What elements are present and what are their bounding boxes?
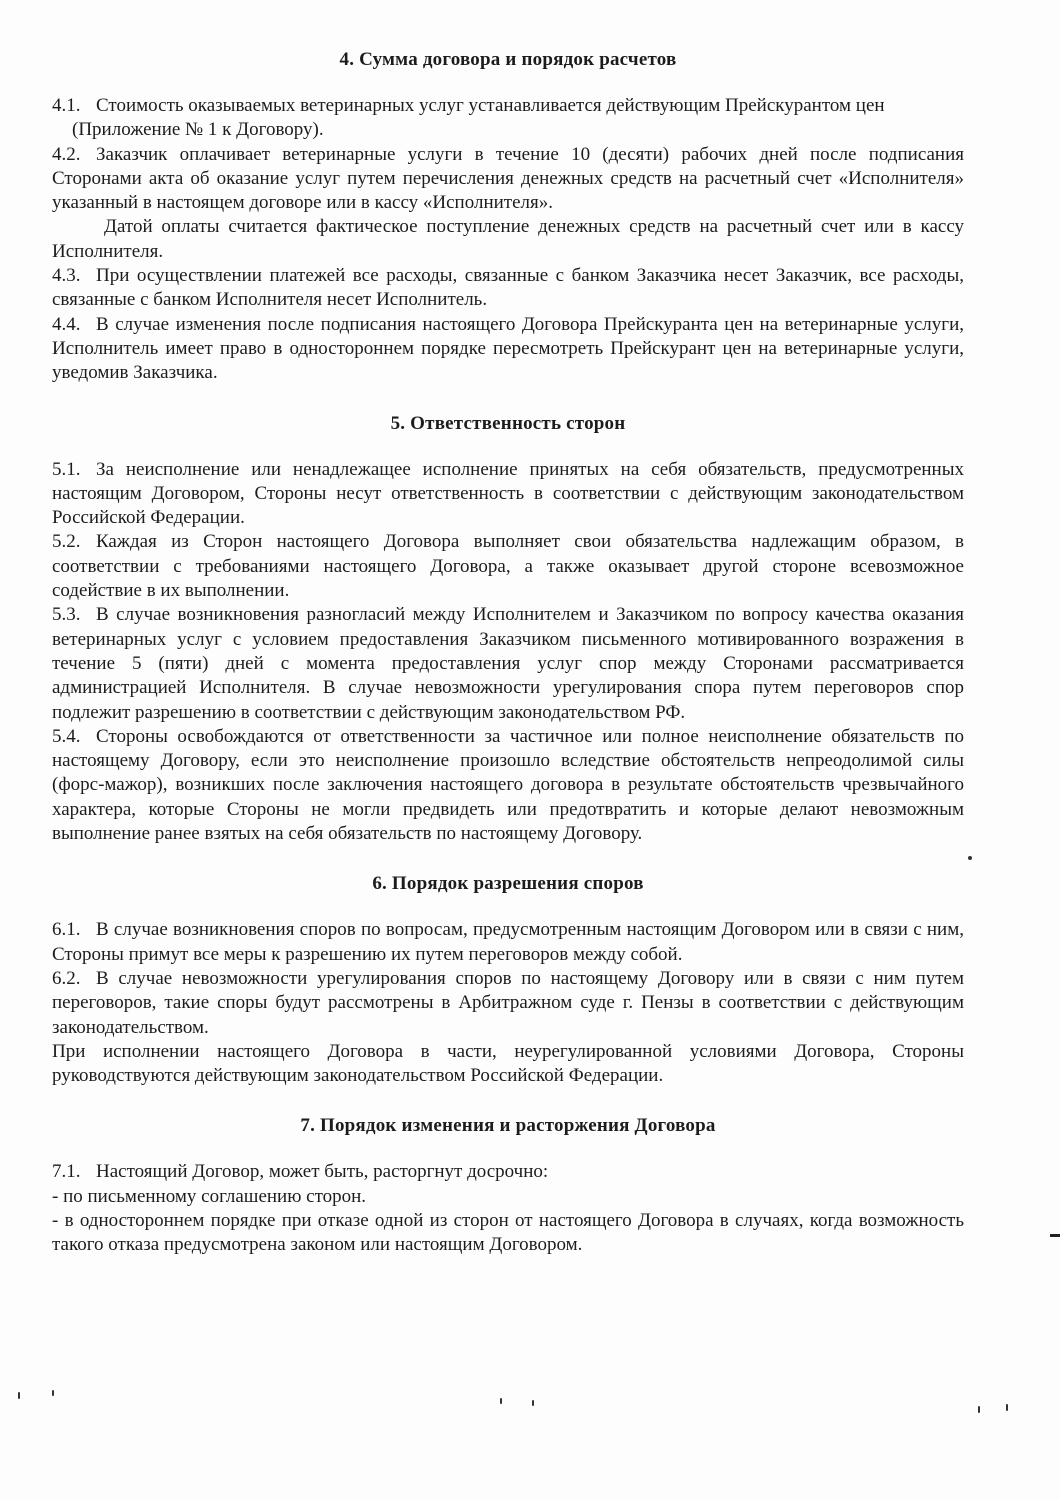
section-heading: 6. Порядок разрешения споров: [372, 873, 644, 895]
scan-speck: [532, 1400, 534, 1406]
clause-4-2-payment-date: [52, 215, 964, 264]
clause-text: Заказчик оплачивает ветеринарные услуги в течение 10 (десяти) рабочих дней после подписания Сторонами акта об оказание услуг путем перечисления денежных средств на расчетный счет «Исполнителя» указанный в настоящем договоре или в кассу «Исполнителя».: [52, 143, 964, 214]
scan-speck: [968, 856, 972, 860]
clause-7-1: [52, 1160, 964, 1184]
section-heading: 5. Ответственность сторон: [390, 412, 626, 434]
clause-number: 5.4.: [52, 725, 81, 747]
section-heading: 4. Сумма договора и порядок расчетов: [339, 49, 677, 70]
clause-text: (Приложение № 1 к Договору).: [72, 119, 324, 141]
clause-text: В случае возникновения разногласий между Исполнителем и Заказчиком по вопросу качества оказания ветеринарных услуг с условием предоставления Заказчиком письменного мотивированного возражения в течение 5 (пяти) дней с момента предоставления услуг спор между Сторонами рассматривается администрацией Исполнителя. В случае невозможности урегулирования спора путем переговоров спор подлежит разрешению в соответствии с действующим законодательством РФ.: [52, 604, 964, 723]
clause-number: 5.2.: [52, 531, 81, 553]
section-heading: 7. Порядок изменения и расторжения Договора: [300, 1115, 716, 1137]
section-5: [52, 412, 964, 847]
scan-speck: [500, 1398, 502, 1404]
scan-speck: [18, 1392, 20, 1399]
scan-edge-mark: [1050, 1234, 1060, 1237]
clause-4-3: [52, 264, 964, 313]
clause-number: 5.3.: [52, 604, 81, 626]
clause-6-1: [52, 918, 964, 967]
clause-4-4: [52, 313, 964, 386]
clause-text: При исполнении настоящего Договора в части, неурегулированной условиями Договора, Стороны руководствуются действующим законодательством Российской Федерации.: [52, 1040, 964, 1087]
clause-text: Стороны освобождаются от ответственности за частичное или полное неисполнение обязательств по настоящему Договору, если это неисполнение произошло вследствие обстоятельств непреодолимой силы (форс-мажор), возникших после заключения настоящего договора в результате обстоятельств чрезвычайного характера, которые Стороны не могли предвидеть или предотвратить и которые делают невозможным выполнение ранее взятых на себя обязательств по настоящему Договору.: [52, 725, 964, 845]
clause-text: При осуществлении платежей все расходы, связанные с банком Заказчика несет Заказчик, все расходы, связанные с банком Исполнителя несет Исполнитель.: [52, 265, 964, 311]
section-6: [52, 872, 964, 1088]
clause-text: В случае возникновения споров по вопросам, предусмотренным настоящим Договором или в связи с ним, Стороны примут все меры к разрешению их путем переговоров между собой.: [52, 919, 964, 965]
clause-text: - в одностороннем порядке при отказе одной из сторон от настоящего Договора в случаях, когда возможность такого отказа предусмотрена законом или настоящим Договором.: [52, 1209, 964, 1256]
clause-5-4: [52, 725, 964, 846]
clause-6-2-continuation: [52, 1040, 964, 1089]
clause-number: 5.1.: [52, 458, 81, 480]
scan-speck: [52, 1390, 54, 1396]
clause-number: 4.4.: [52, 313, 81, 335]
clause-4-2: [52, 143, 964, 216]
clause-5-2: [52, 530, 964, 603]
clause-5-3: [52, 603, 964, 724]
scan-speck: [1006, 1404, 1008, 1411]
clause-5-1: [52, 458, 964, 531]
clause-number: 4.1.: [52, 95, 81, 116]
clause-number: 7.1.: [52, 1161, 81, 1183]
clause-text: В случае изменения после подписания настоящего Договора Прейскуранта цен на ветеринарные услуги, Исполнитель имеет право в одностороннем порядке пересмотреть Прейскурант цен на ветеринарные услуги, уведомив Заказчика.: [52, 313, 964, 384]
list-item: [52, 1209, 964, 1258]
clause-text: Каждая из Сторон настоящего Договора выполняет свои обязательства надлежащим образом, в соответствии с требованиями настоящего Договора, а также оказывает другой стороне всевозможное содействие в их выполнении.: [52, 531, 964, 602]
clause-text: Настоящий Договор, может быть, расторгнут досрочно:: [96, 1161, 549, 1183]
clause-number: 4.3.: [52, 265, 81, 287]
clause-6-2: [52, 967, 964, 1040]
clause-text: За неисполнение или ненадлежащее исполнение принятых на себя обязательств, предусмотренных настоящим Договором, Стороны несут ответственность в соответствии с действующим законодательством Российской Федерации.: [52, 458, 964, 529]
clause-4-1-continuation: [52, 118, 964, 142]
clause-text: Датой оплаты считается фактическое поступление денежных средств на расчетный счет или в кассу Исполнителя.: [52, 216, 964, 262]
section-7: [52, 1114, 964, 1257]
clause-text: В случае невозможности урегулирования споров по настоящему Договору или в связи с ним путем переговоров, такие споры будут рассмотрены в Арбитражном суде г. Пензы в соответствии с действующим законодательством.: [52, 967, 964, 1038]
document-body: [52, 48, 964, 1284]
clause-4-1: [52, 94, 964, 118]
section-4: [52, 48, 964, 386]
clause-text: - по письменному соглашению сторон.: [52, 1185, 367, 1207]
clause-number: 6.1.: [52, 919, 81, 941]
scan-speck: [978, 1406, 980, 1413]
clause-number: 4.2.: [52, 143, 81, 165]
list-item: [52, 1185, 964, 1209]
clause-number: 6.2.: [52, 967, 81, 989]
clause-text: Стоимость оказываемых ветеринарных услуг устанавливается действующим Прейскурантом цен: [96, 95, 885, 116]
